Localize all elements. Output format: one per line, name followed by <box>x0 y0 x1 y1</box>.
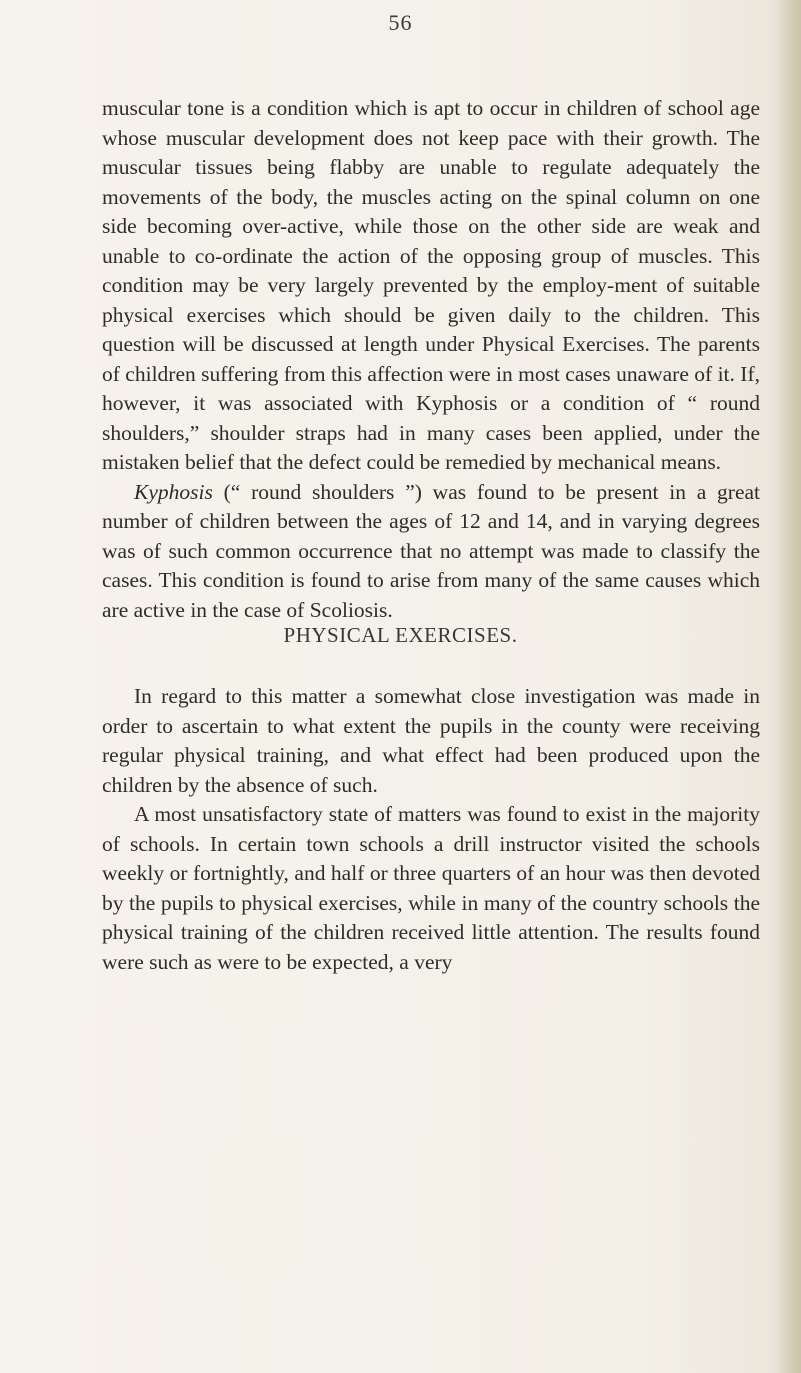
page-edge-shadow <box>775 0 801 1373</box>
kyphosis-description: (“ round shoulders ”) was found to be present in a great number of children between the ages of 12 and 14, and in varying degrees was of such common occurrence that no attempt was made to classify the cases. This condition is found to arise from many of the same causes which are active in the case of Scoliosis. <box>102 479 760 622</box>
page-number: 56 <box>388 10 413 35</box>
paragraph-unsatisfactory-state: A most unsatisfactory state of matters was found to exist in the majority of schools. In certain town schools a drill instructor visited the schools weekly or fortnightly, and half or three quarters of an hour was then devoted by the pupils to physical exercises, while in many of the country schools the physical training of the children received little attention. The results found were such as were to be expected, a very <box>102 802 760 974</box>
paragraph-investigation: In regard to this matter a somewhat close investigation was made in order to ascertain to what extent the pupils in the county were receiving regular physical training, and what effect had been produced upon the children by the absence of such. <box>102 684 760 797</box>
kyphosis-term: Kyphosis <box>134 479 213 504</box>
section-heading: PHYSICAL EXERCISES. <box>283 623 518 647</box>
body-text-section-1 <box>102 94 760 625</box>
paragraph-muscular-tone: muscular tone is a condition which is apt to occur in children of school age whose muscular development does not keep pace with their growth. The muscular tissues being flabby are unable to regulate adequately the movements of the body, the muscles acting on the spinal column on one side becoming over-active, while those on the other side are weak and unable to co-ordinate the action of the opposing group of muscles. This condition may be very largely prevented by the employ-ment of suitable physical exercises which should be given daily to the children. This question will be discussed at length under Physical Exercises. The parents of children suffering from this affection were in most cases unaware of it. If, however, it was associated with Kyphosis or a condition of “ round shoulders,” shoulder straps had in many cases been applied, under the mistaken belief that the defect could be remedied by mechanical means. <box>102 96 760 474</box>
paragraph-kyphosis <box>102 478 760 626</box>
body-text-section-2 <box>102 682 760 977</box>
